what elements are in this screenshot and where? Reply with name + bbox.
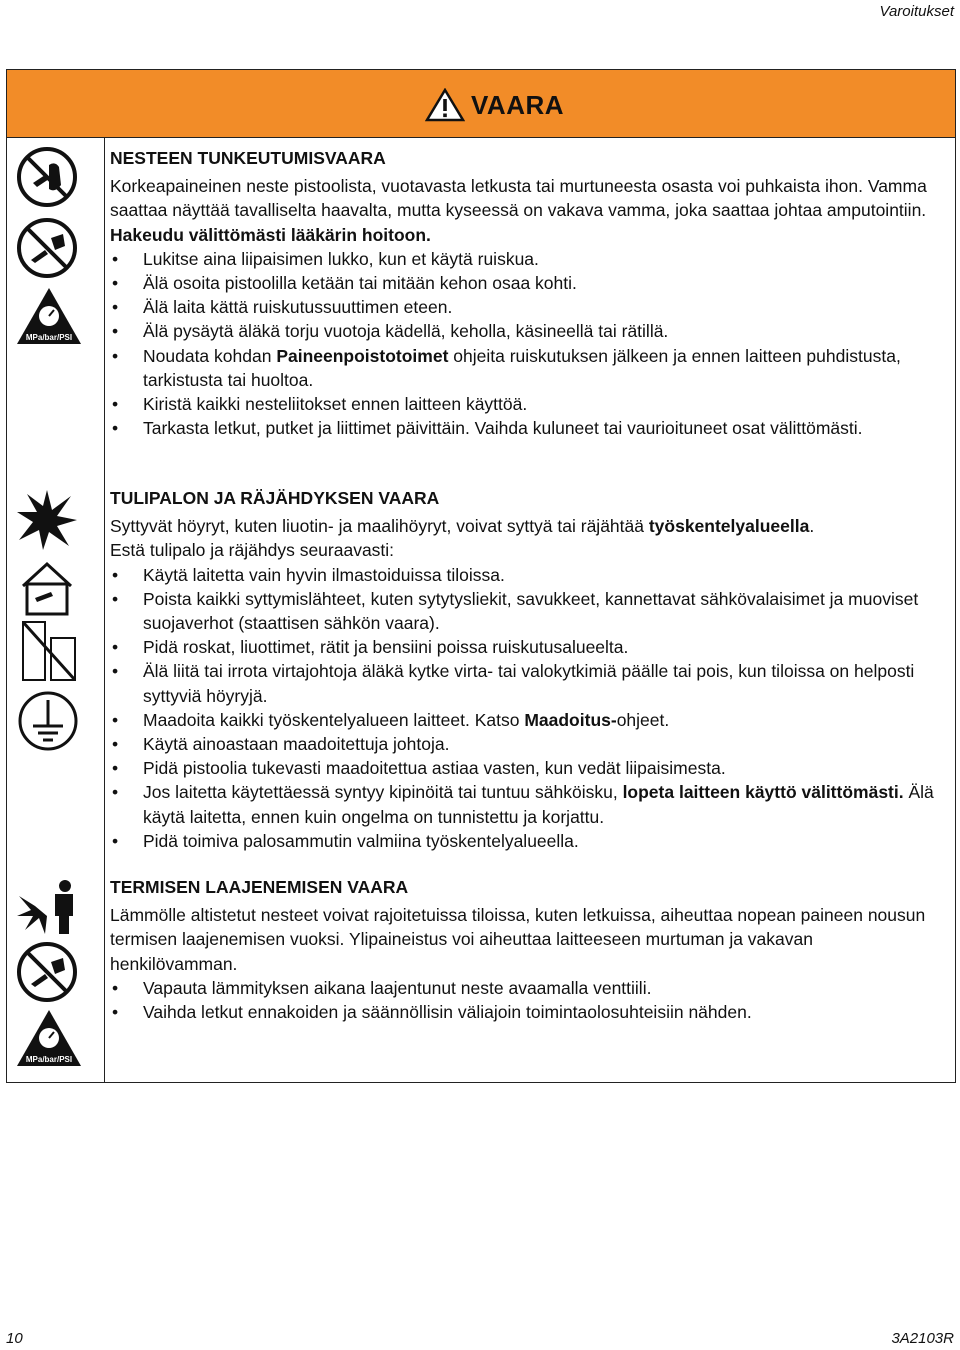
no-ignition-sources-icon — [19, 618, 79, 684]
list-item: • Pidä toimiva palosammutin valmiina työskentelyalueella. — [110, 829, 940, 853]
danger-banner — [7, 70, 955, 138]
document-id: 3A2103R — [891, 1330, 954, 1347]
bullet-list — [110, 247, 940, 441]
list-item: • Lukitse aina liipaisimen lukko, kun et käytä ruiskua. — [110, 247, 940, 271]
thermal-expansion-section — [110, 875, 940, 1024]
list-item: • Noudata kohdan Paineenpoistotoimet ohjeita ruiskutuksen jälkeen ja ennen laitteen puhdistusta, tarkistusta tai huoltoa. — [110, 344, 940, 392]
list-item: • Jos laitetta käytettäessä syntyy kipinöitä tai tuntuu sähköisku, lopeta laitteen käyttö välittömästi. Älä käytä laitetta, ennen kuin ongelma on tunnistettu ja korjattu. — [110, 780, 940, 828]
banner-title: VAARA — [471, 89, 565, 120]
section-intro: Korkeapaineinen neste pistoolista, vuotavasta letkusta tai murtuneesta osasta voi puhkaista ihon. Vamma saattaa näyttää tavalliselta haavalta, mutta kyseessä on vakava vamma, joka saattaa johtaa amputointiin. Hakeudu välittömästi lääkärin hoitoon. — [110, 176, 927, 245]
list-item: • Pidä roskat, liuottimet, rätit ja bensiini poissa ruiskutusalueelta. — [110, 635, 940, 659]
section-intro-2: Estä tulipalo ja räjähdys seuraavasti: — [110, 540, 395, 561]
page-number: 10 — [6, 1330, 23, 1347]
bullet-list — [110, 976, 940, 1024]
explosion-icon — [15, 488, 79, 552]
no-spray-at-body-icon-2 — [15, 940, 79, 1004]
list-item: • Käytä laitetta vain hyvin ilmastoiduissa tiloissa. — [110, 563, 940, 587]
list-item: • Vapauta lämmityksen aikana laajentunut neste avaamalla venttiili. — [110, 976, 940, 1000]
list-item: • Älä pysäytä äläkä torju vuotoja kädellä, keholla, käsineellä tai rätillä. — [110, 319, 940, 343]
section-intro: Lämmölle altistetut nesteet voivat rajoitetuissa tiloissa, kuten letkuissa, aiheuttaa nopean paineen nousun termisen laajenemisen vuoksi. Ylipaineistus voi aiheuttaa laitteeseen murtuman ja vakavan henkilövamman. — [110, 905, 926, 974]
pressure-hazard-icon — [15, 286, 83, 346]
section-title: NESTEEN TUNKEUTUMISVAARA — [110, 148, 386, 168]
no-hand-injection-icon — [15, 145, 79, 209]
section-header-label: Varoitukset — [879, 3, 954, 20]
section-title: TULIPALON JA RÄJÄHDYKSEN VAARA — [110, 488, 440, 508]
list-item: • Älä osoita pistoolilla ketään tai mitään kehon osaa kohti. — [110, 271, 940, 295]
section-intro: Syttyvät höyryt, kuten liuotin- ja maalihöyryt, voivat syttyä tai räjähtää työskentelyalueella. — [110, 516, 815, 537]
warning-triangle-icon — [425, 88, 465, 122]
icon-column-divider — [104, 138, 105, 1083]
fire-explosion-section — [110, 486, 940, 853]
list-item: • Maadoita kaikki työskentelyalueen laitteet. Katso Maadoitus-ohjeet. — [110, 708, 940, 732]
list-item: • Käytä ainoastaan maadoitettuja johtoja. — [110, 732, 940, 756]
injection-hazard-section — [110, 146, 940, 440]
list-item: • Älä liitä tai irrota virtajohtoja äläkä kytke virta- tai valokytkimiä päälle tai pois, kun tiloissa on helposti syttyviä höyryjä. — [110, 659, 940, 707]
pressure-icon-label: MPa/bar/PSI — [25, 333, 73, 342]
section-title: TERMISEN LAAJENEMISEN VAARA — [110, 877, 409, 897]
list-item: • Tarkasta letkut, putket ja liittimet päivittäin. Vaihda kuluneet tai vaurioituneet osat välittömästi. — [110, 416, 940, 440]
pressure-icon-label-2: MPa/bar/PSI — [25, 1055, 73, 1064]
splash-hazard-icon — [15, 876, 81, 936]
list-item: • Vaihda letkut ennakoiden ja säännöllisin väliajoin toimintaolosuhteisiin nähden. — [110, 1000, 940, 1024]
list-item: • Älä laita kättä ruiskutussuuttimen eteen. — [110, 295, 940, 319]
pressure-hazard-icon-2 — [15, 1008, 83, 1068]
list-item: • Poista kaikki syttymislähteet, kuten sytytysliekit, savukkeet, kannettavat sähkövalaisimet ja muoviset suojaverhot (staattisen sähkön vaara). — [110, 587, 940, 635]
list-item: • Pidä pistoolia tukevasti maadoitettua astiaa vasten, kun vedät liipaisimesta. — [110, 756, 940, 780]
list-item: • Kiristä kaikki nesteliitokset ennen laitteen käyttöä. — [110, 392, 940, 416]
bullet-list — [110, 563, 940, 853]
ground-icon — [17, 690, 79, 752]
ventilated-area-icon — [15, 558, 79, 618]
no-spray-at-body-icon — [15, 216, 79, 280]
